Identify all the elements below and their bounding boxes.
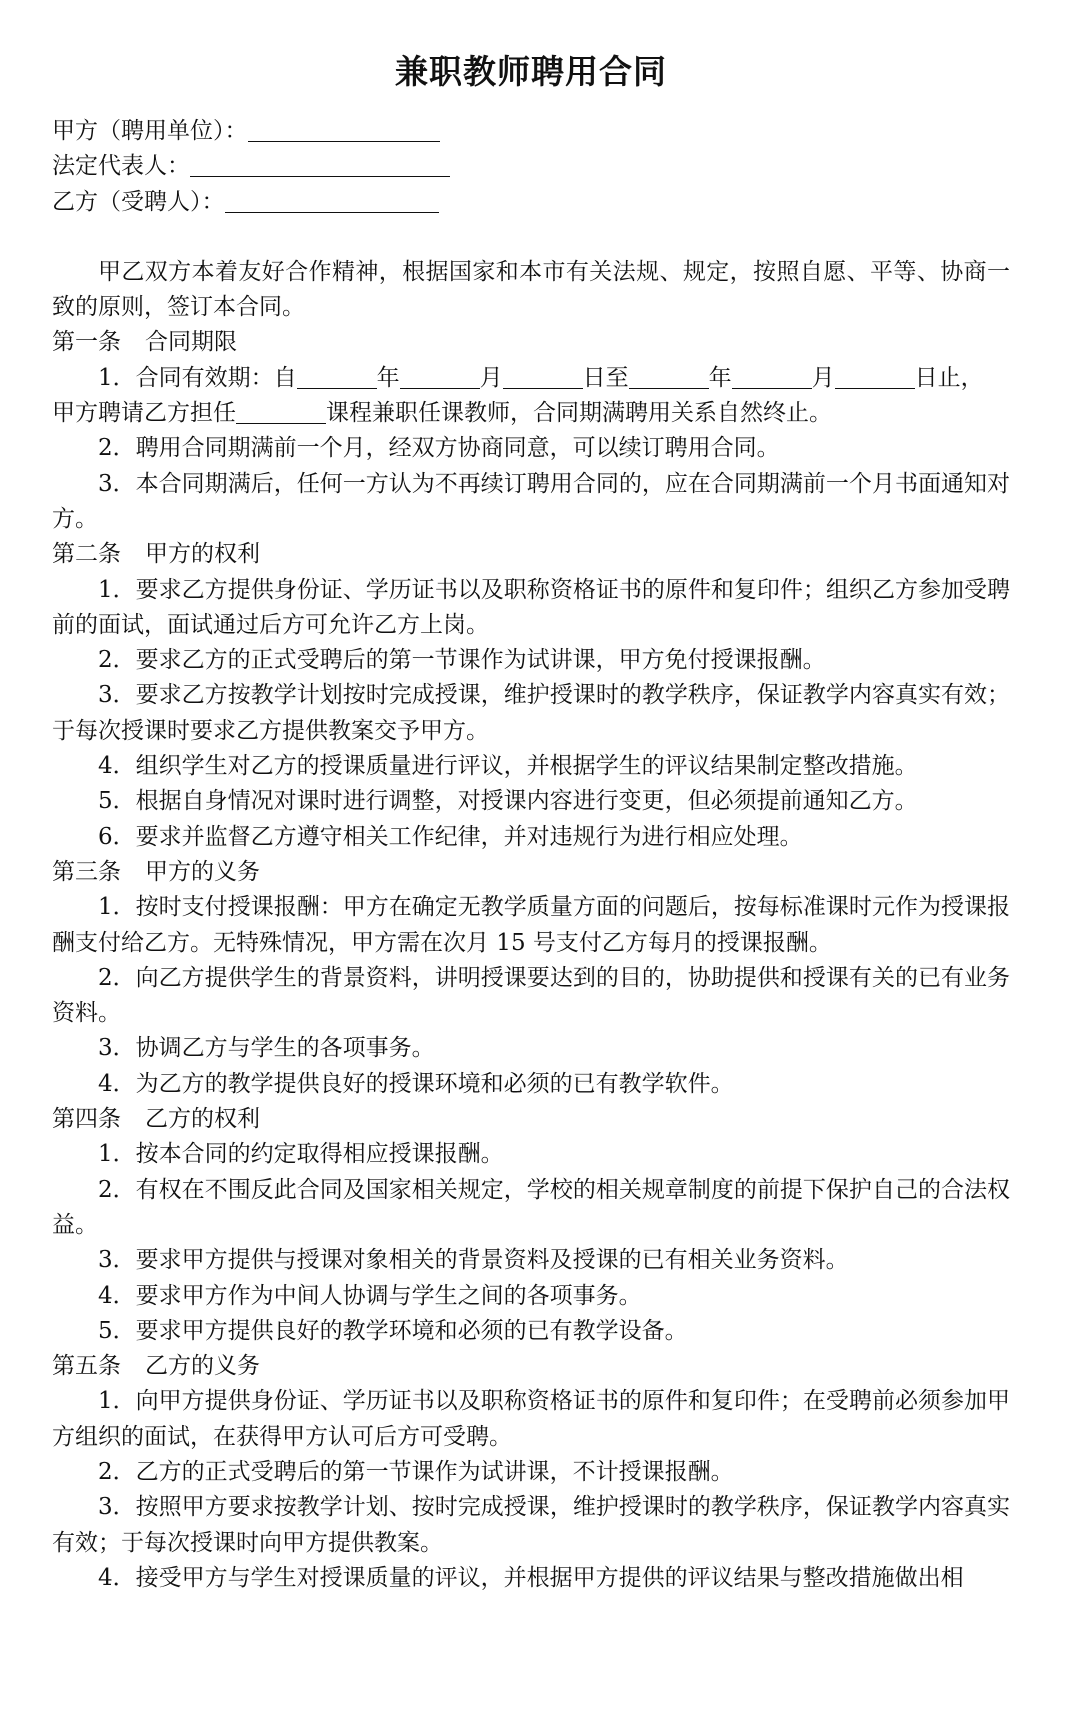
- representative-line: [52, 149, 1010, 184]
- article-1-item-1: 1．合同有效期：自 年 月 日至 年 月 日止，: [98, 364, 984, 391]
- article-3-item-4: 4．为乙方的教学提供良好的授课环境和必须的已有教学软件。: [98, 1070, 734, 1097]
- article-1-item-2: 2．聘用合同期满前一个月，经双方协商同意，可以续订聘用合同。: [98, 435, 780, 462]
- article-1-heading: [52, 325, 1010, 360]
- article-3-item-3: 3．协调乙方与学生的各项事务。: [98, 1035, 435, 1062]
- article-5-item-3: 3．按照甲方要求按教学计划、按时完成授课，维护授课时的教学秩序，保证教学内容真实有效；于每次授课时向甲方提供教案。: [52, 1494, 1010, 1556]
- start-day-blank: [503, 364, 583, 389]
- article-2-heading: [52, 537, 1010, 572]
- article-2-item-5: 5．根据自身情况对课时进行调整，对授课内容进行变更，但必须提前通知乙方。: [98, 788, 918, 815]
- article-3-heading: [52, 855, 1010, 890]
- preamble: 甲乙双方本着友好合作精神，根据国家和本市有关法规、规定，按照自愿、平等、协商一致的原则，签订本合同。: [52, 258, 1010, 321]
- article-2-item-3: 3．要求乙方按教学计划按时完成授课，维护授课时的教学秩序，保证教学内容真实有效；于每次授课时要求乙方提供教案交予甲方。: [52, 682, 1010, 744]
- article-4-item-4: 4．要求甲方作为中间人协调与学生之间的各项事务。: [98, 1282, 642, 1309]
- article-3-item-2: 2．向乙方提供学生的背景资料，讲明授课要达到的目的，协助提供和授课有关的已有业务资料。: [52, 964, 1010, 1027]
- start-year-blank: [297, 364, 377, 389]
- article-2-item-1: 1．要求乙方提供身份证、学历证书以及职称资格证书的原件和复印件；组织乙方参加受聘前的面试，面试通过后方可允许乙方上岗。: [52, 576, 1010, 638]
- article-1-item-3: 3．本合同期满后，任何一方认为不再续订聘用合同的，应在合同期满前一个月书面通知对方。: [52, 470, 1010, 532]
- start-month-blank: [400, 364, 480, 389]
- article-4-number: 第四条: [52, 1106, 121, 1133]
- article-4-heading: [52, 1102, 1010, 1137]
- article-3-title: 甲方的义务: [145, 858, 260, 885]
- article-2-number: 第二条: [52, 541, 121, 568]
- article-3-item-1: 1．按时支付授课报酬：甲方在确定无教学质量方面的问题后，按每标准课时元作为授课报酬支付给乙方。无特殊情况，甲方需在次月 15 号支付乙方每月的授课报酬。: [52, 894, 1010, 956]
- article-1-title: 合同期限: [145, 329, 237, 356]
- end-day-blank: [835, 364, 915, 389]
- article-5-title: 乙方的义务: [145, 1353, 260, 1380]
- document-title: 兼职教师聘用合同: [395, 52, 667, 91]
- article-2-item-2: 2．要求乙方的正式受聘后的第一节课作为试讲课，甲方免付授课报酬。: [98, 647, 826, 674]
- end-year-blank: [629, 364, 709, 389]
- party-b-label: 乙方（受聘人）：: [52, 188, 225, 215]
- article-4-item-5: 5．要求甲方提供良好的教学环境和必须的已有教学设备。: [98, 1317, 688, 1344]
- article-3-number: 第三条: [52, 858, 121, 885]
- party-b-line: [52, 185, 1010, 220]
- article-2-title: 甲方的权利: [145, 541, 260, 568]
- party-a-blank: [248, 117, 440, 142]
- course-blank: [236, 399, 326, 424]
- article-5-item-2: 2．乙方的正式受聘后的第一节课作为试讲课，不计授课报酬。: [98, 1458, 734, 1485]
- article-5-heading: [52, 1349, 1010, 1384]
- article-5-item-4: 4．接受甲方与学生对授课质量的评议，并根据甲方提供的评议结果与整改措施做出相: [98, 1564, 964, 1591]
- article-2-item-4: 4．组织学生对乙方的授课质量进行评议，并根据学生的评议结果制定整改措施。: [98, 753, 918, 780]
- article-4-title: 乙方的权利: [145, 1106, 260, 1133]
- end-month-blank: [732, 364, 812, 389]
- article-5-number: 第五条: [52, 1353, 121, 1380]
- article-4-item-3: 3．要求甲方提供与授课对象相关的背景资料及授课的已有相关业务资料。: [98, 1247, 849, 1274]
- party-b-blank: [225, 188, 439, 213]
- article-4-item-1: 1．按本合同的约定取得相应授课报酬。: [98, 1141, 504, 1168]
- representative-label: 法定代表人：: [52, 153, 190, 180]
- representative-blank: [190, 152, 450, 177]
- article-4-item-2: 2．有权在不围反此合同及国家相关规定，学校的相关规章制度的前提下保护自己的合法权益。: [52, 1176, 1010, 1238]
- article-1-number: 第一条: [52, 329, 121, 356]
- article-1-item-1-cont: 甲方聘请乙方担任 课程兼职任课教师，合同期满聘用关系自然终止。: [52, 400, 832, 427]
- party-a-line: [52, 114, 1010, 149]
- article-2-item-6: 6．要求并监督乙方遵守相关工作纪律，并对违规行为进行相应处理。: [98, 823, 803, 850]
- party-a-label: 甲方（聘用单位）：: [52, 118, 248, 144]
- article-5-item-1: 1．向甲方提供身份证、学历证书以及职称资格证书的原件和复印件；在受聘前必须参加甲方组织的面试，在获得甲方认可后方可受聘。: [52, 1388, 1010, 1450]
